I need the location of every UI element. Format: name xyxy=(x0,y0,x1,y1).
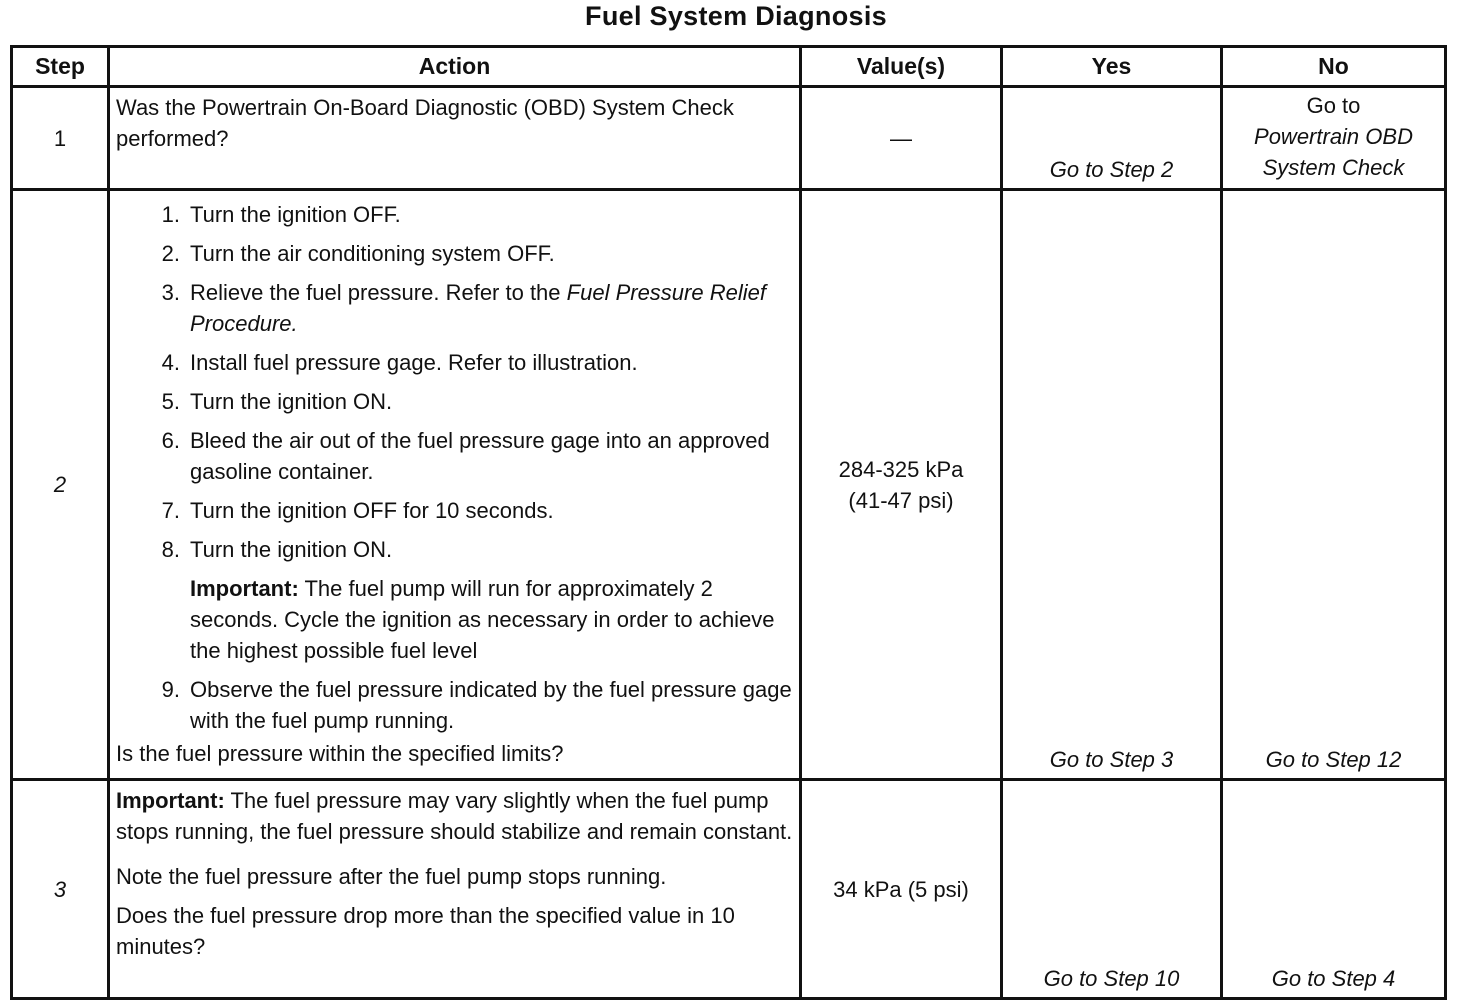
document-title: Fuel System Diagnosis xyxy=(585,1,887,31)
header-row xyxy=(12,47,1446,87)
fuel-pressure-relief-reference: Fuel Pressure Relief Procedure. xyxy=(190,280,766,336)
no-go-to-label: Go to xyxy=(1306,93,1361,118)
header-no: No xyxy=(1222,47,1446,87)
header-step: Step xyxy=(12,47,109,87)
action-cell xyxy=(109,87,801,190)
header-yes: Yes xyxy=(1002,47,1222,87)
table-row-step-2 xyxy=(12,190,1446,780)
no-cell xyxy=(1222,87,1446,190)
important-note: Important: The fuel pressure may vary slightly when the fuel pump stops running, the fuel pressure should stabilize and remain constant. xyxy=(116,788,793,844)
list-item: 6. Bleed the air out of the fuel pressure gage into an approved gasoline container. xyxy=(161,428,770,484)
yes-cell: Go to Step 3 xyxy=(1002,190,1222,780)
value-cell: 284-325 kPa (41-47 psi) xyxy=(801,190,1002,780)
list-item: 1. Turn the ignition OFF. xyxy=(161,202,401,227)
action-cell xyxy=(109,780,801,999)
header-values: Value(s) xyxy=(801,47,1002,87)
step-number: 2 xyxy=(12,190,109,780)
no-cell: Go to Step 12 xyxy=(1222,190,1446,780)
note-text: Note the fuel pressure after the fuel pump stops running. xyxy=(116,864,667,889)
no-reference: Powertrain OBD System Check xyxy=(1254,124,1413,180)
list-item: 9. Observe the fuel pressure indicated by the fuel pressure gage with the fuel pump running. xyxy=(161,677,792,733)
no-cell: Go to Step 4 xyxy=(1222,780,1446,999)
action-question: Was the Powertrain On-Board Diagnostic (OBD) System Check performed? xyxy=(116,95,734,151)
action-cell xyxy=(109,190,801,780)
procedure-list-continued xyxy=(116,674,793,736)
list-item: 5. Turn the ignition ON. xyxy=(161,389,393,414)
yes-cell: Go to Step 2 xyxy=(1002,87,1222,190)
list-item: 4. Install fuel pressure gage. Refer to illustration. xyxy=(161,350,638,375)
header-action: Action xyxy=(109,47,801,87)
value-cell: 34 kPa (5 psi) xyxy=(801,780,1002,999)
procedure-list xyxy=(116,199,793,565)
list-item: 2. Turn the air conditioning system OFF. xyxy=(161,241,555,266)
table-row-step-1 xyxy=(12,87,1446,190)
list-item: 8. Turn the ignition ON. xyxy=(161,537,393,562)
important-note: Important: The fuel pump will run for approximately 2 seconds. Cycle the ignition as necessary in order to achieve the highest possible fuel level xyxy=(190,576,775,663)
diagnosis-table xyxy=(10,45,1447,1000)
value-cell: — xyxy=(801,87,1002,190)
action-question: Is the fuel pressure within the specified limits? xyxy=(116,741,564,766)
action-question: Does the fuel pressure drop more than the specified value in 10 minutes? xyxy=(116,903,735,959)
list-item: 3. Relieve the fuel pressure. Refer to the Fuel Pressure Relief Procedure. xyxy=(161,280,766,336)
yes-cell: Go to Step 10 xyxy=(1002,780,1222,999)
step-number: 3 xyxy=(12,780,109,999)
table-row-step-3 xyxy=(12,780,1446,999)
list-item: 7. Turn the ignition OFF for 10 seconds. xyxy=(161,498,554,523)
step-number: 1 xyxy=(12,87,109,190)
